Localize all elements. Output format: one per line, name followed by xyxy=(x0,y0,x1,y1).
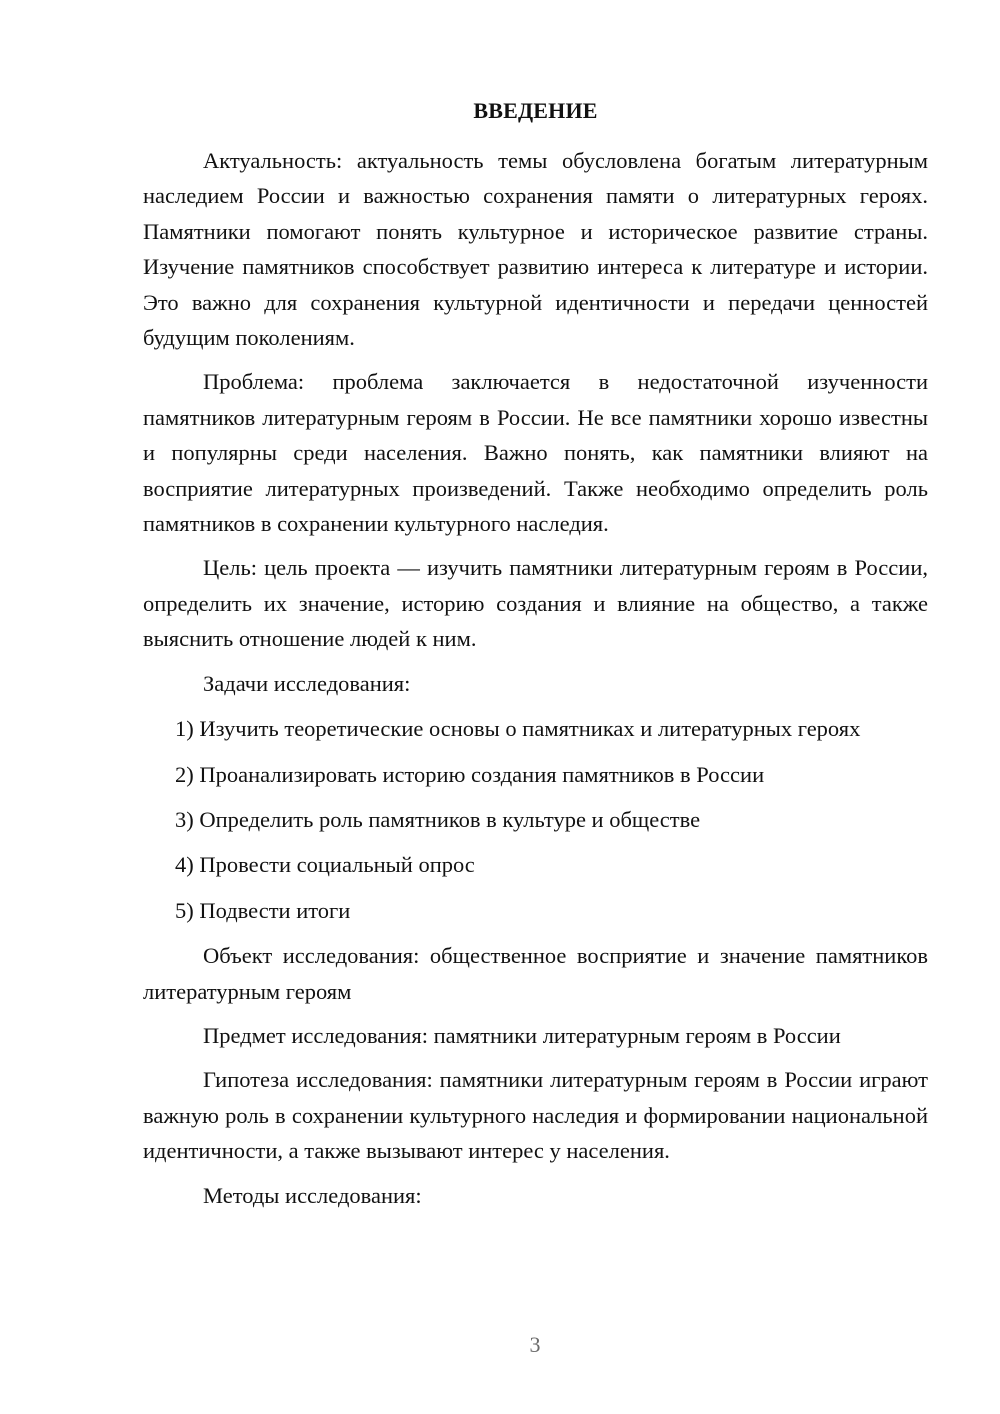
paragraph-problem: Проблема: проблема заключается в недостаточной изученности памятников литературным героям в России. Не все памятники хорошо известны и популярны среди населения. Важно понять, как памятники влияют на восприятие литературных произведений. Также необходимо определить роль памятников в сохранении культурного наследия. xyxy=(143,369,928,537)
tasks-title: Задачи исследования: xyxy=(203,670,411,696)
task-item-1: 1) Изучить теоретические основы о памятниках и литературных героях xyxy=(175,716,861,742)
document-body xyxy=(143,143,928,1222)
task-item-5: 5) Подвести итоги xyxy=(175,897,351,923)
methods-title: Методы исследования: xyxy=(203,1182,422,1208)
paragraph-subject: Предмет исследования: памятники литературным героям в России xyxy=(203,1022,841,1048)
paragraph-goal: Цель: цель проекта — изучить памятники литературным героям в России, определить их значение, историю создания и влияние на общество, а также выяснить отношение людей к ним. xyxy=(143,555,928,652)
paragraph-relevance: Актуальность: актуальность темы обусловлена богатым литературным наследием России и важностью сохранения памяти о литературных героях. Памятники помогают понять культурное и историческое развитие страны. Изучение памятников способствует развитию интереса к литературе и истории. Это важно для сохранения культурной идентичности и передачи ценностей будущим поколениям. xyxy=(143,148,928,351)
page-number: 3 xyxy=(529,1332,541,1357)
task-item-3: 3) Определить роль памятников в культуре и обществе xyxy=(175,806,701,832)
task-item-2: 2) Проанализировать историю создания памятников в России xyxy=(175,761,765,787)
paragraph-hypothesis: Гипотеза исследования: памятники литературным героям в России играют важную роль в сохранении культурного наследия и формировании национальной идентичности, а также вызывают интерес у населения. xyxy=(143,1067,928,1164)
section-heading: ВВЕДЕНИЕ xyxy=(473,98,598,123)
task-item-4: 4) Провести социальный опрос xyxy=(175,852,475,878)
paragraph-object: Объект исследования: общественное восприятие и значение памятников литературным героям xyxy=(143,943,928,1004)
